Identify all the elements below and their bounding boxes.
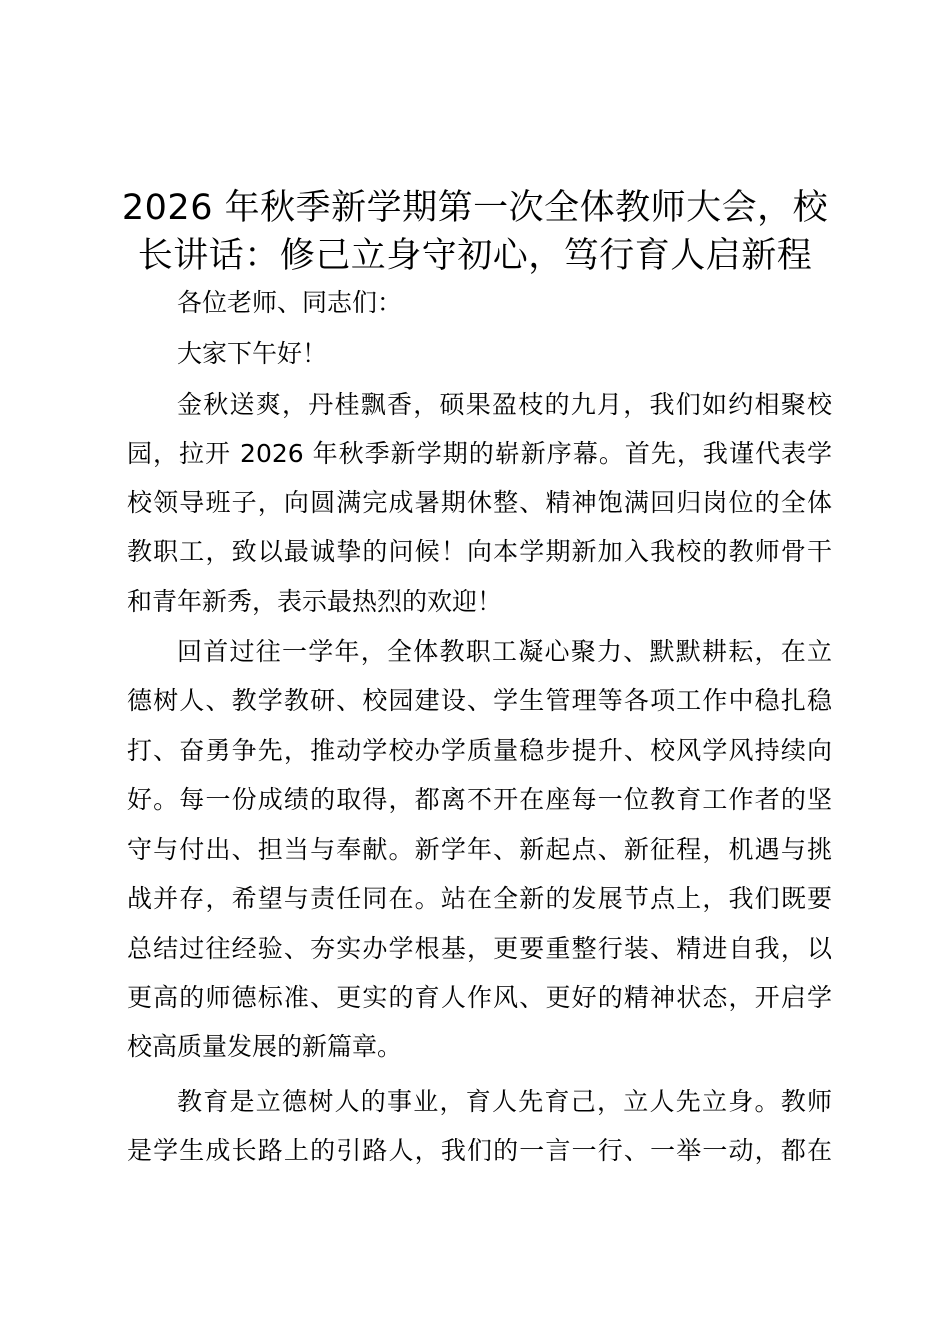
paragraph-line: 教职工，致以最诚挚的问候！向本学期新加入我校的教师骨干 xyxy=(127,537,832,566)
paragraph-line: 好。每一份成绩的取得，都离不开在座每一位教育工作者的坚 xyxy=(127,785,832,814)
paragraph-line: 校高质量发展的新篇章。 xyxy=(127,1032,403,1061)
document-title-line-2: 长讲话：修己立身守初心，笃行育人启新程 xyxy=(137,236,813,276)
paragraph-line: 德树人、教学教研、校园建设、学生管理等各项工作中稳扎稳 xyxy=(127,686,832,715)
paragraph-line: 回首过往一学年，全体教职工凝心聚力、默默耕耘，在立 xyxy=(177,637,832,666)
paragraph-line: 园，拉开 2026 年秋季新学期的崭新序幕。首先，我谨代表学 xyxy=(127,439,832,468)
paragraph-line: 和青年新秀，表示最热烈的欢迎！ xyxy=(127,587,503,616)
paragraph-line: 校领导班子，向圆满完成暑期休整、精神饱满回归岗位的全体 xyxy=(127,488,832,517)
paragraph-line: 是学生成长路上的引路人，我们的一言一行、一举一动，都在 xyxy=(127,1136,832,1165)
greeting: 大家下午好！ xyxy=(177,339,328,368)
paragraph-line: 教育是立德树人的事业，育人先育己，立人先立身。教师 xyxy=(177,1087,832,1116)
paragraph-line: 打、奋勇争先，推动学校办学质量稳步提升、校风学风持续向 xyxy=(127,736,832,765)
paragraph-line: 战并存，希望与责任同在。站在全新的发展节点上，我们既要 xyxy=(127,884,832,913)
salutation: 各位老师、同志们： xyxy=(177,288,403,317)
paragraph-line: 更高的师德标准、更实的育人作风、更好的精神状态，开启学 xyxy=(127,983,832,1012)
document-title-line-1: 2026 年秋季新学期第一次全体教师大会，校 xyxy=(121,188,829,228)
paragraph-line: 金秋送爽，丹桂飘香，硕果盈枝的九月，我们如约相聚校 xyxy=(177,390,832,419)
paragraph-line: 守与付出、担当与奉献。新学年、新起点、新征程，机遇与挑 xyxy=(127,835,832,864)
paragraph-line: 总结过往经验、夯实办学根基，更要重整行装、精进自我，以 xyxy=(127,934,832,963)
